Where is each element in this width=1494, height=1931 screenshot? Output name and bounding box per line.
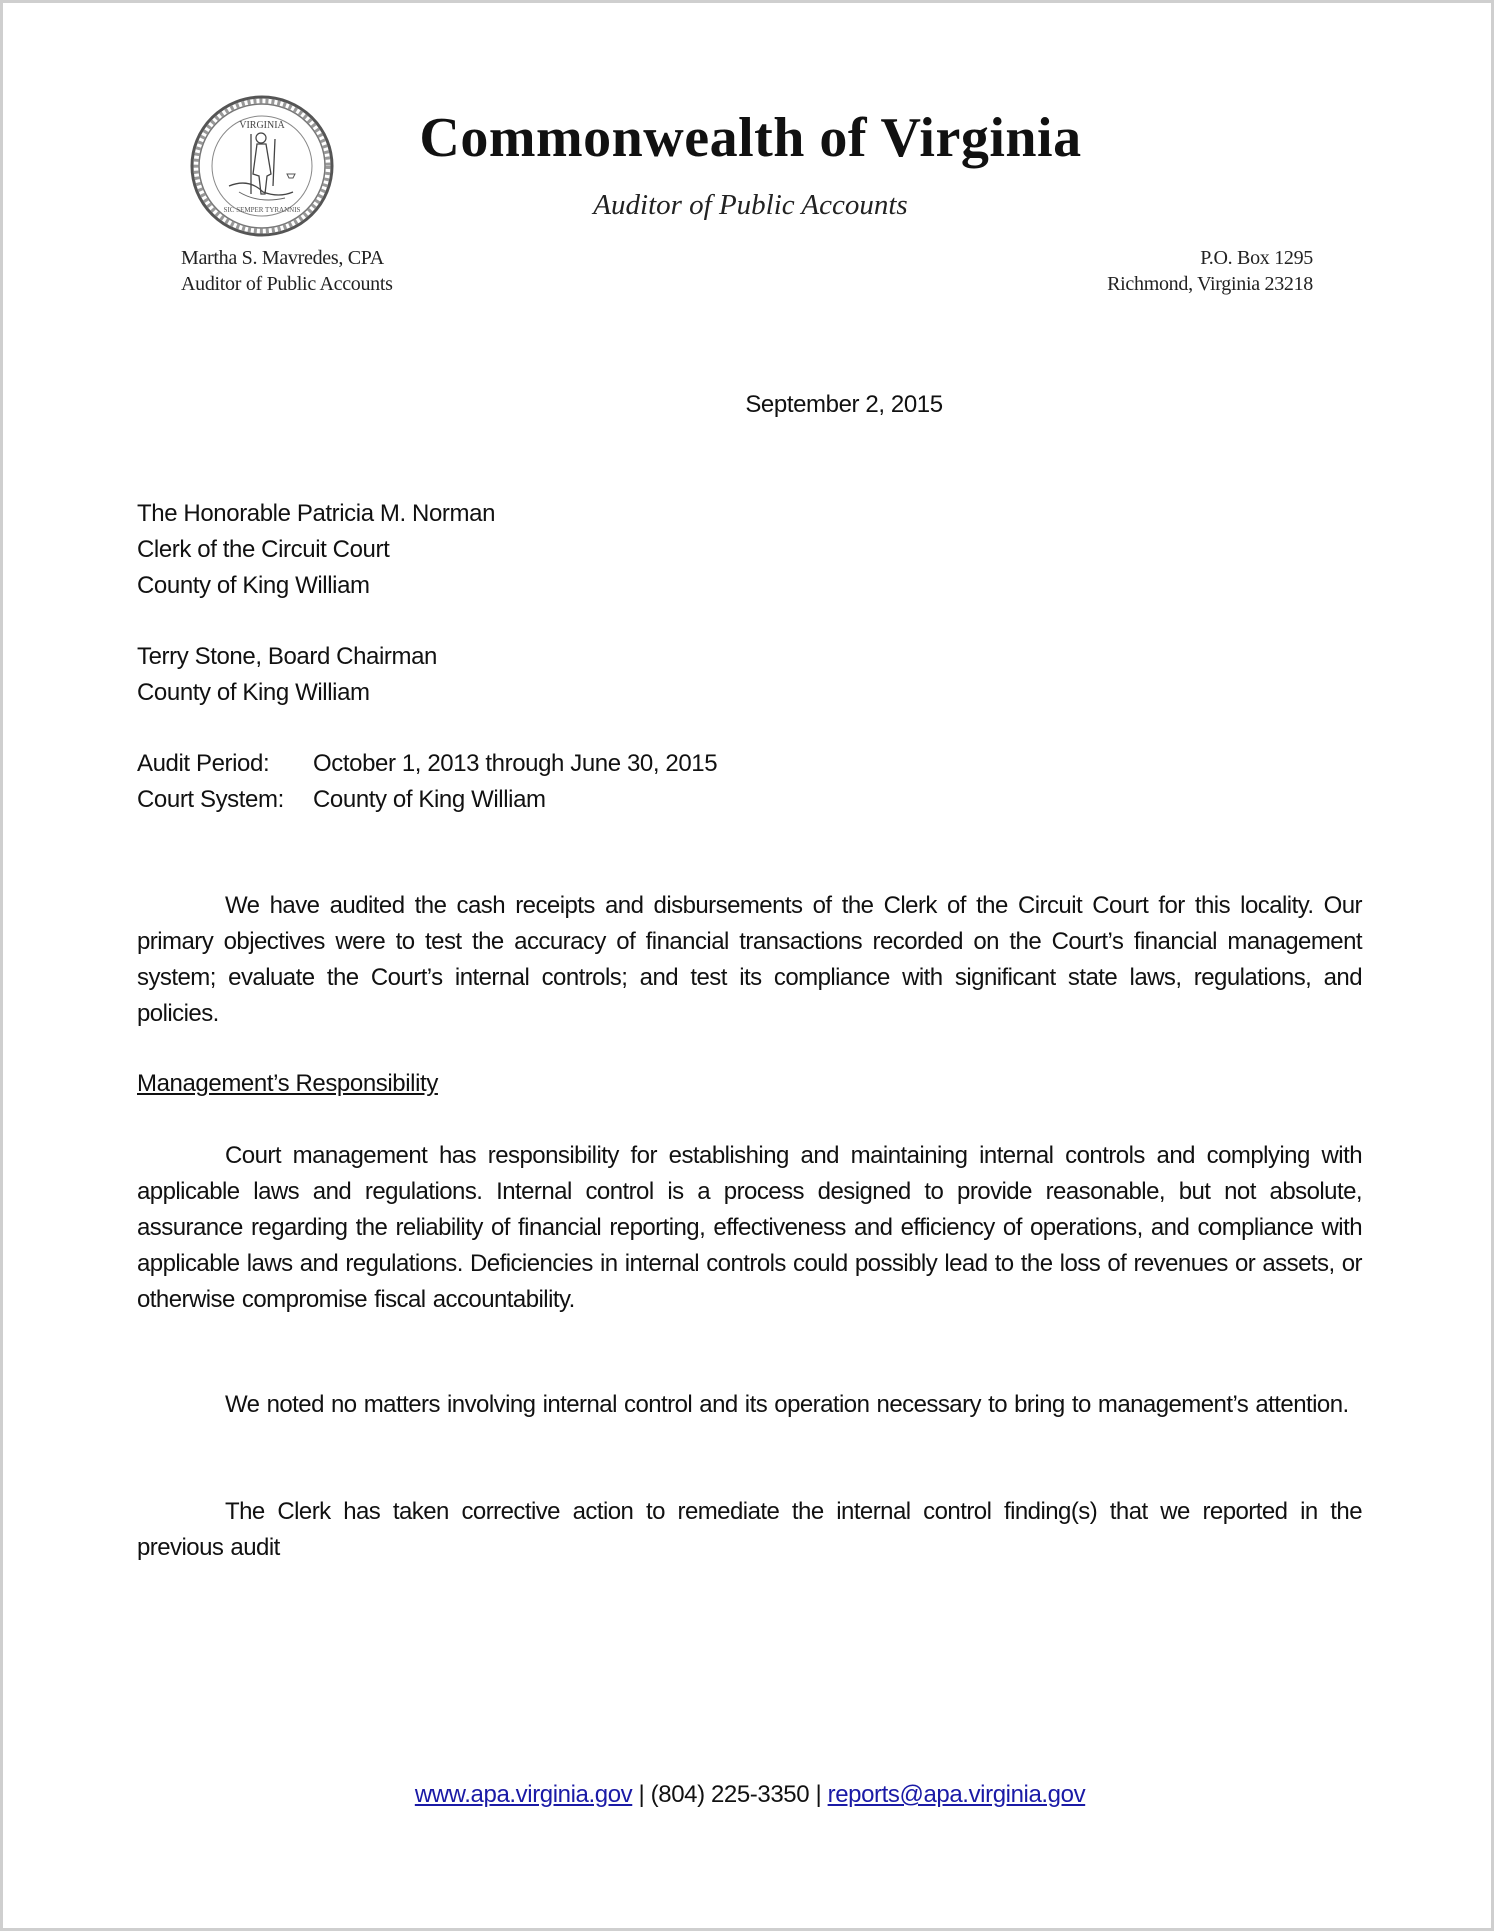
auditor-title: Auditor of Public Accounts xyxy=(181,273,393,295)
recipient-line: County of King William xyxy=(137,679,370,706)
city-state-zip: Richmond, Virginia 23218 xyxy=(1107,273,1313,295)
paragraph-text: We noted no matters involving internal control and its operation necessary to bring to management’s attention. xyxy=(225,1391,1349,1418)
court-system-label: Court System: xyxy=(137,786,284,813)
management-paragraph xyxy=(137,1138,1362,1318)
court-system-value: County of King William xyxy=(313,786,546,813)
svg-text:VIRGINIA: VIRGINIA xyxy=(239,120,285,131)
no-matters-paragraph xyxy=(137,1387,1362,1423)
letter-date: September 2, 2015 xyxy=(745,391,943,418)
recipient-line: The Honorable Patricia M. Norman xyxy=(137,500,496,527)
corrective-action-paragraph xyxy=(137,1494,1362,1566)
recipient-line: County of King William xyxy=(137,572,370,599)
recipient-line: Clerk of the Circuit Court xyxy=(137,536,390,563)
section-heading: Management’s Responsibility xyxy=(137,1070,438,1097)
intro-paragraph xyxy=(137,888,1362,1032)
separator: | xyxy=(638,1781,645,1808)
paragraph-text: We have audited the cash receipts and disbursements of the Clerk of the Circuit Court for this locality. Our primary objectives were to test the accuracy of financial transactions recorded on the Court’s financial management system; evaluate the Court’s internal controls; and test its compliance with significant state laws, regulations, and policies. xyxy=(137,892,1362,1027)
letterhead-title: Commonwealth of Virginia xyxy=(419,107,1082,169)
recipient-block-2 xyxy=(137,639,437,711)
phone-number: (804) 225-3350 xyxy=(650,1781,810,1808)
audit-period-value: October 1, 2013 through June 30, 2015 xyxy=(313,750,718,777)
letterhead-subtitle: Auditor of Public Accounts xyxy=(593,189,908,221)
court-system-row xyxy=(137,782,717,818)
audit-info xyxy=(137,746,717,818)
separator: | xyxy=(815,1781,822,1808)
audit-period-label: Audit Period: xyxy=(137,750,270,777)
svg-text:SIC SEMPER TYRANNIS: SIC SEMPER TYRANNIS xyxy=(223,206,301,214)
audit-period-row xyxy=(137,746,717,782)
auditor-name: Martha S. Mavredes, CPA xyxy=(181,247,384,269)
paragraph-text: The Clerk has taken corrective action to remediate the internal control finding(s) that we reported in the previous audit xyxy=(137,1498,1362,1561)
recipient-line: Terry Stone, Board Chairman xyxy=(137,643,438,670)
po-box: P.O. Box 1295 xyxy=(1200,247,1313,269)
email-link[interactable]: reports@apa.virginia.gov xyxy=(827,1781,1086,1808)
paragraph-text: Court management has responsibility for establishing and maintaining internal controls and complying with applicable laws and regulations. Internal control is a process designed to provide reasonable, but not absolute, assurance regarding the reliability of financial reporting, effectiveness and efficiency of operations, and compliance with applicable laws and regulations. Deficiencies in internal controls could possibly lead to the loss of revenues or assets, or otherwise compromise fiscal accountability. xyxy=(137,1142,1362,1313)
virginia-seal-icon xyxy=(189,94,335,238)
mailing-address xyxy=(1107,245,1313,297)
website-link[interactable]: www.apa.virginia.gov xyxy=(414,1781,633,1808)
recipient-block-1 xyxy=(137,496,495,604)
footer-contact xyxy=(3,1781,1494,1809)
auditor-info xyxy=(181,245,393,297)
